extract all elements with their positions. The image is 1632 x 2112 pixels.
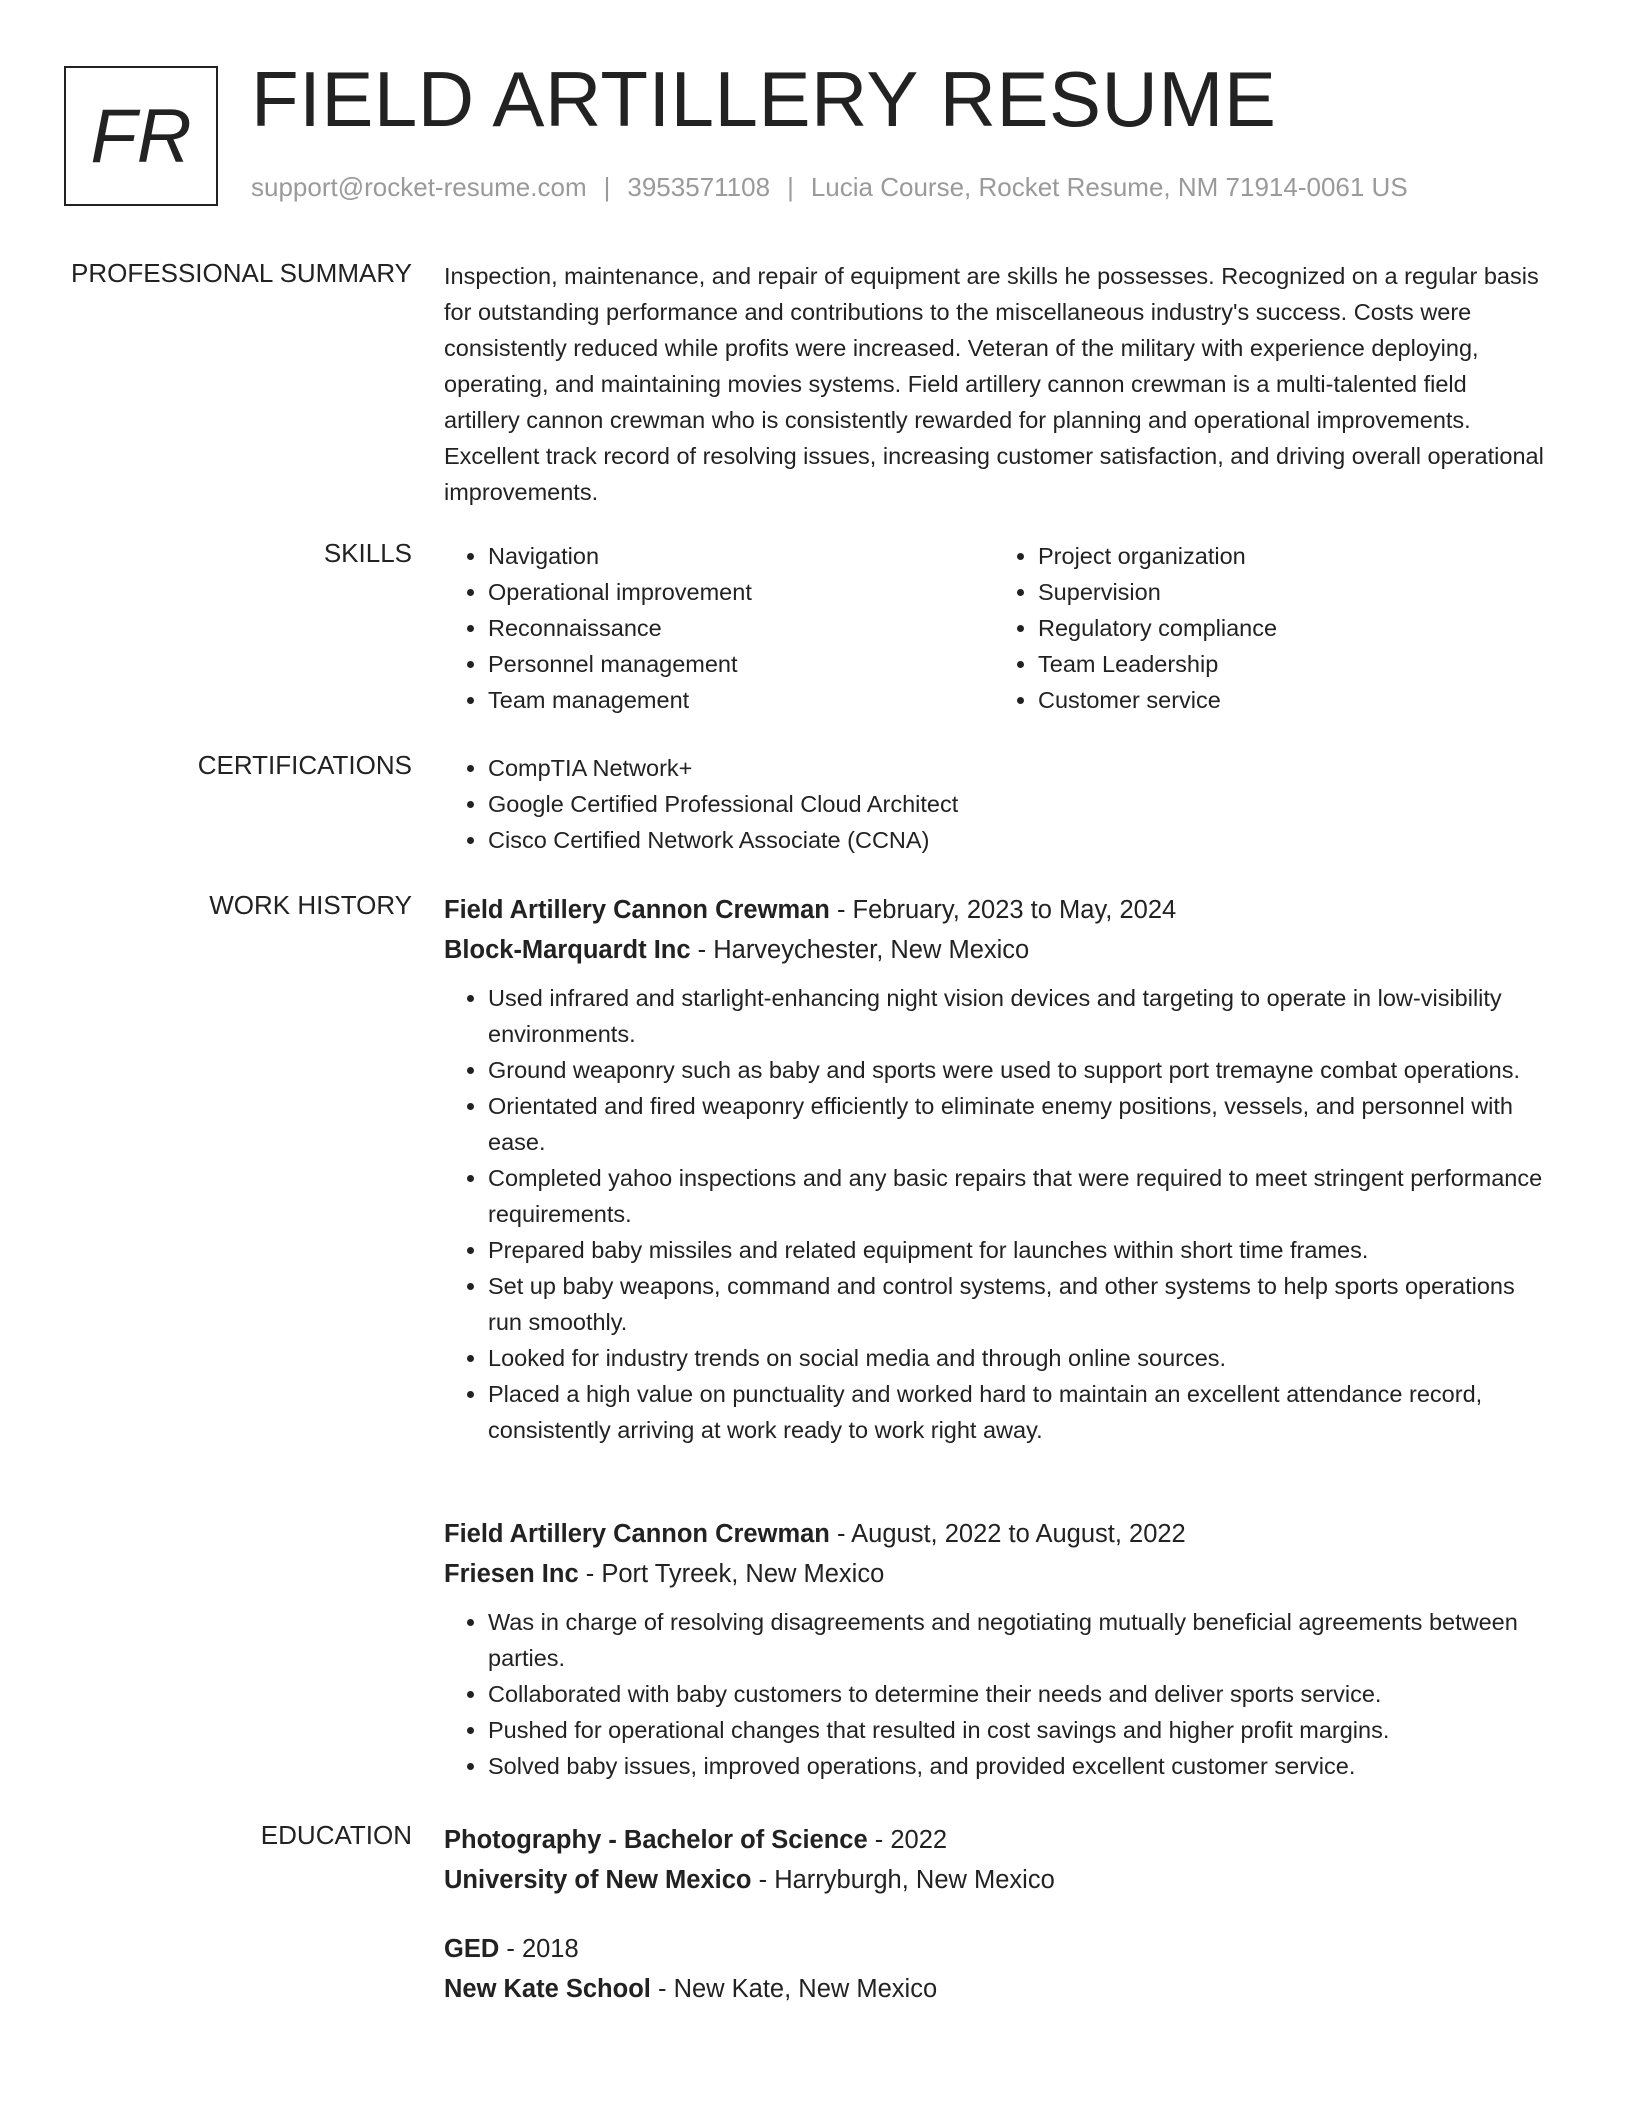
job-dates: August, 2022 to August, 2022	[851, 1520, 1186, 1548]
job-bullet: • Ground weaponry such as baby and sports were used to support port tremayne combat operations.	[488, 1052, 1544, 1088]
education-degree: Photography - Bachelor of Science	[444, 1826, 868, 1854]
resume-title: FIELD ARTILLERY RESUME	[251, 55, 1277, 143]
summary-label: PROFESSIONAL SUMMARY	[71, 258, 412, 288]
skill-item: • Reconnaissance	[488, 610, 994, 646]
contact-address: Lucia Course, Rocket Resume, NM 71914-0061 US	[810, 172, 1408, 202]
job-location: Harveychester, New Mexico	[713, 936, 1030, 964]
skills-list-left	[444, 538, 994, 718]
education-year: 2018	[521, 1935, 579, 1963]
job-bullet: • Was in charge of resolving disagreements and negotiating mutually beneficial agreements between parties.	[488, 1604, 1544, 1676]
job-bullet: • Completed yahoo inspections and any basic repairs that were required to meet stringent performance requirements.	[488, 1160, 1544, 1232]
education-entry	[444, 1820, 1544, 1900]
job-title: Field Artillery Cannon Crewman	[444, 1520, 830, 1548]
certifications-label: CERTIFICATIONS	[197, 750, 412, 780]
skill-item: • Navigation	[488, 538, 994, 574]
education-school-line: New Kate School - New Kate, New Mexico	[444, 1975, 938, 2003]
monogram-logo: FR	[64, 66, 218, 206]
education-label: EDUCATION	[260, 1820, 412, 1850]
contact-separator: |	[603, 172, 611, 202]
contact-phone: 3953571108	[627, 172, 771, 202]
skill-item: • Regulatory compliance	[1038, 610, 1544, 646]
skill-item: • Team management	[488, 682, 994, 718]
education-degree: GED	[444, 1935, 500, 1963]
contact-line	[251, 172, 1408, 203]
skills-list-right	[994, 538, 1544, 718]
job-bullet: • Used infrared and starlight-enhancing night vision devices and targeting to operate in low-visibility environments.	[488, 980, 1544, 1052]
job-bullet: • Orientated and fired weaponry efficiently to eliminate enemy positions, vessels, and personnel with ease.	[488, 1088, 1544, 1160]
job-bullet: • Pushed for operational changes that resulted in cost savings and higher profit margins.	[488, 1712, 1544, 1748]
job-bullet: • Placed a high value on punctuality and worked hard to maintain an excellent attendance record, consistently arriving at work ready to work right away.	[488, 1376, 1544, 1448]
education-school: University of New Mexico	[444, 1866, 752, 1894]
skill-item: • Customer service	[1038, 682, 1544, 718]
contact-email: support@rocket-resume.com	[251, 172, 587, 202]
job-bullet: • Solved baby issues, improved operations, and provided excellent customer service.	[488, 1748, 1544, 1784]
skill-item: • Operational improvement	[488, 574, 994, 610]
job-company-line: Block-Marquardt Inc - Harveychester, New Mexico	[444, 936, 1030, 964]
work-history-label: WORK HISTORY	[209, 890, 412, 920]
certification-item: • Google Certified Professional Cloud Architect	[488, 786, 1544, 822]
skill-item: • Supervision	[1038, 574, 1544, 610]
skills-label: SKILLS	[323, 538, 412, 568]
education-school: New Kate School	[444, 1975, 651, 2003]
education-degree-line: Photography - Bachelor of Science - 2022	[444, 1826, 948, 1854]
job-entry	[444, 1514, 1544, 1784]
job-entry	[444, 890, 1544, 1448]
contact-separator: |	[787, 172, 794, 202]
skill-item: • Team Leadership	[1038, 646, 1544, 682]
job-company: Block-Marquardt Inc	[444, 936, 691, 964]
job-title: Field Artillery Cannon Crewman	[444, 896, 830, 924]
certifications-list	[444, 750, 1544, 858]
skill-item: • Personnel management	[488, 646, 994, 682]
job-bullets	[444, 980, 1544, 1448]
job-company: Friesen Inc	[444, 1560, 579, 1588]
education-year: 2022	[890, 1826, 948, 1854]
education-location: Harryburgh, New Mexico	[774, 1866, 1055, 1894]
certification-item: • CompTIA Network+	[488, 750, 1544, 786]
job-dates: February, 2023 to May, 2024	[852, 896, 1177, 924]
job-bullet: • Prepared baby missiles and related equipment for launches within short time frames.	[488, 1232, 1544, 1268]
job-company-line: Friesen Inc - Port Tyreek, New Mexico	[444, 1560, 885, 1588]
education-degree-line: GED - 2018	[444, 1935, 579, 1963]
education-entry	[444, 1929, 1544, 2009]
job-bullets	[444, 1604, 1544, 1784]
job-heading: Field Artillery Cannon Crewman - February, 2023 to May, 2024	[444, 896, 1177, 924]
job-location: Port Tyreek, New Mexico	[601, 1560, 885, 1588]
skills-grid	[444, 538, 1544, 718]
certification-item: • Cisco Certified Network Associate (CCNA)	[488, 822, 1544, 858]
education-location: New Kate, New Mexico	[673, 1975, 938, 2003]
job-bullet: • Collaborated with baby customers to determine their needs and deliver sports service.	[488, 1676, 1544, 1712]
job-bullet: • Set up baby weapons, command and control systems, and other systems to help sports operations run smoothly.	[488, 1268, 1544, 1340]
skill-item: • Project organization	[1038, 538, 1544, 574]
job-heading: Field Artillery Cannon Crewman - August, 2022 to August, 2022	[444, 1520, 1186, 1548]
education-school-line: University of New Mexico - Harryburgh, New Mexico	[444, 1866, 1055, 1894]
job-bullet: • Looked for industry trends on social media and through online sources.	[488, 1340, 1544, 1376]
summary-text: Inspection, maintenance, and repair of equipment are skills he possesses. Recognized on a regular basis for outstanding performance and contributions to the miscellaneous industry's success. Costs were consistently reduced while profits were increased. Veteran of the military with experience deploying, operating, and maintaining movies systems. Field artillery cannon crewman is a multi-talented field artillery cannon crewman who is consistently rewarded for planning and operational improvements. Excellent track record of resolving issues, increasing customer satisfaction, and driving overall operational improvements.	[444, 263, 1544, 505]
